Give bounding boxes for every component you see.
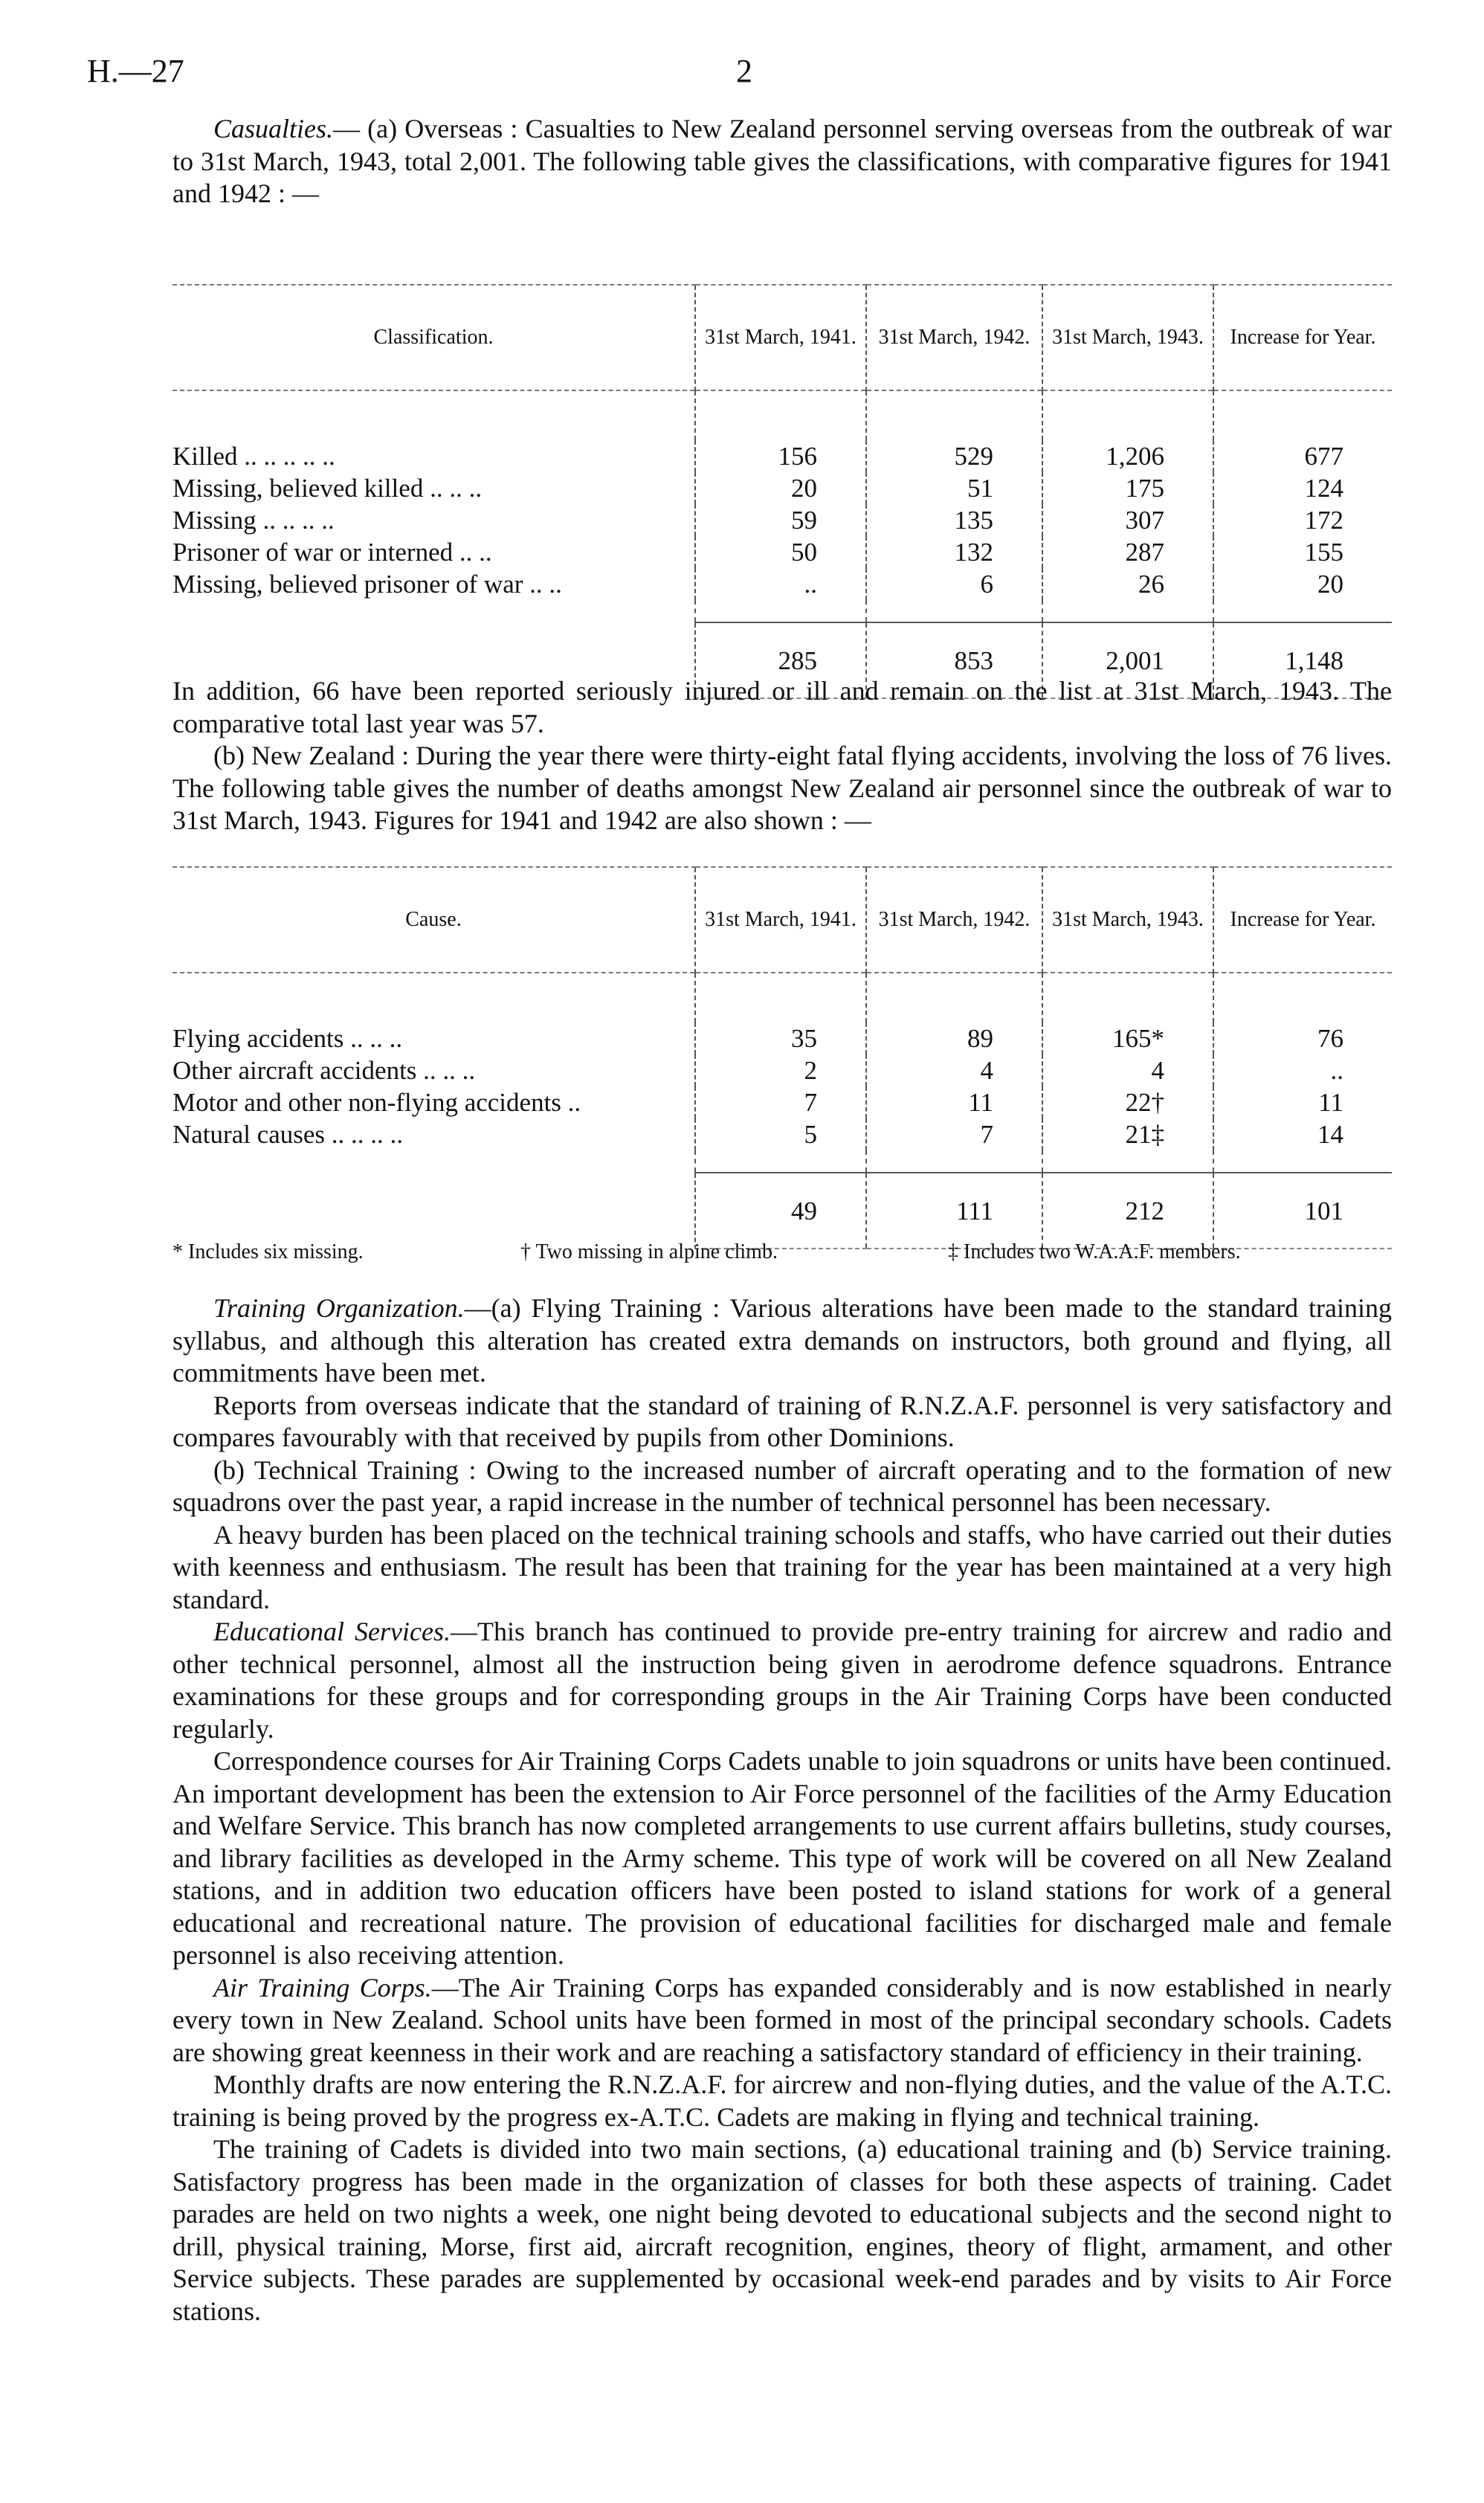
paragraph-text: A heavy burden has been placed on the technical training schools and staffs, who have carried out their duties with keenness and enthusiasm. The result has been that training for the year has been maintained at a very high standard. bbox=[172, 1519, 1392, 1614]
paragraph-text: (b) New Zealand : During the year there were thirty-eight fatal flying accidents, involving the loss of 76 lives. The following table gives the number of deaths amongst New Zealand air personnel since the outbreak of war to 31st March, 1943. Figures for 1941 and 1942 are also shown : — bbox=[172, 741, 1392, 835]
totals-row bbox=[172, 1173, 1392, 1249]
additional-notes bbox=[172, 675, 1392, 837]
table-row bbox=[172, 472, 1392, 504]
total-cell: 101 bbox=[1213, 1173, 1392, 1249]
cell: 50 bbox=[695, 536, 866, 568]
cell: 20 bbox=[695, 472, 866, 504]
cell: 7 bbox=[866, 1118, 1042, 1150]
cell: 135 bbox=[866, 504, 1042, 536]
table-row bbox=[172, 1118, 1392, 1150]
cell: 11 bbox=[866, 1086, 1042, 1118]
total-cell: 212 bbox=[1042, 1173, 1213, 1249]
cell: 124 bbox=[1213, 472, 1392, 504]
body-text bbox=[172, 1292, 1392, 2328]
cell: 1,206 bbox=[1042, 440, 1213, 472]
total-cell: 111 bbox=[866, 1173, 1042, 1249]
column-header: 31st March, 1941. bbox=[695, 285, 866, 390]
column-header: 31st March, 1942. bbox=[866, 867, 1042, 973]
cell: 307 bbox=[1042, 504, 1213, 536]
cell: 20 bbox=[1213, 568, 1392, 600]
cell: 7 bbox=[695, 1086, 866, 1118]
row-label: Missing .. .. .. .. bbox=[172, 506, 335, 535]
total-cell: 49 bbox=[695, 1173, 866, 1249]
total-cell: 285 bbox=[695, 622, 866, 698]
paragraph-text: Correspondence courses for Air Training Corps Cadets unable to join squadrons or units have been continued. An important development has been the extension to Air Force personnel of the facilities of the Army Education and Welfare Service. This branch has now completed arrangements to use current affairs bulletins, study courses, and library facilities as developed in the Army scheme. This type of work will be covered on all New Zealand stations, and in addition two education officers have been posted to island stations for work of a general educational and recreational nature. The provision of educational facilities for discharged male and female personnel is also receiving attention. bbox=[172, 1746, 1392, 1970]
cell: 156 bbox=[695, 440, 866, 472]
column-header: Classification. bbox=[172, 285, 695, 390]
cell: 677 bbox=[1213, 440, 1392, 472]
cell: 14 bbox=[1213, 1118, 1392, 1150]
table-row bbox=[172, 1022, 1392, 1054]
table-row bbox=[172, 1086, 1392, 1118]
column-header: 31st March, 1942. bbox=[866, 285, 1042, 390]
total-cell: 853 bbox=[866, 622, 1042, 698]
row-label: Prisoner of war or interned .. .. bbox=[172, 538, 492, 567]
cell: 26 bbox=[1042, 568, 1213, 600]
cell: .. bbox=[695, 568, 866, 600]
cell: 2 bbox=[695, 1054, 866, 1086]
paragraph-text: The training of Cadets is divided into two main sections, (a) educational training and (b) Service training. Satisfactory progress has been made in the organization of classes for both these aspects of training. Cadet parades are held on two nights a week, one night being devoted to educational subjects and the second night to drill, physical training, Morse, first aid, aircraft recognition, engines, theory of flight, armament, and other Service subjects. These parades are supplemented by occasional week-end parades and by visits to Air Force stations. bbox=[172, 2134, 1392, 2326]
table-row bbox=[172, 568, 1392, 600]
cell: 59 bbox=[695, 504, 866, 536]
cell: 89 bbox=[866, 1022, 1042, 1054]
table-row bbox=[172, 440, 1392, 472]
row-label: Missing, believed prisoner of war .. .. bbox=[172, 570, 562, 599]
cell: 155 bbox=[1213, 536, 1392, 568]
row-label: Natural causes .. .. .. .. bbox=[172, 1120, 404, 1149]
page-number: 2 bbox=[736, 53, 752, 89]
paragraph-text: Reports from overseas indicate that the standard of training of R.N.Z.A.F. personnel is very satisfactory and compares favourably with that received by pupils from other Dominions. bbox=[172, 1390, 1392, 1452]
paragraph-text: — (a) Overseas : Casualties to New Zealand personnel serving overseas from the outbreak of war to 31st March, 1943, total 2,001. The following table gives the classifications, with comparative figures for 1941 and 1942 : — bbox=[172, 114, 1392, 208]
cell: .. bbox=[1213, 1054, 1392, 1086]
column-header: 31st March, 1943. bbox=[1042, 867, 1213, 973]
paragraph-text: Monthly drafts are now entering the R.N.Z.A.F. for aircrew and non-flying duties, and the value of the A.T.C. training is being proved by the progress ex-A.T.C. Cadets are making in flying and technical training. bbox=[172, 2069, 1392, 2132]
table-row bbox=[172, 536, 1392, 568]
cell: 51 bbox=[866, 472, 1042, 504]
column-header: Cause. bbox=[172, 867, 695, 973]
column-header: Increase for Year. bbox=[1213, 867, 1392, 973]
footnote: ‡ Includes two W.A.A.F. members. bbox=[948, 1240, 1241, 1263]
document-reference: H.—27 bbox=[87, 53, 184, 89]
section-heading: Casualties. bbox=[213, 114, 334, 144]
section-heading: Training Organization. bbox=[213, 1293, 465, 1323]
section-heading: Educational Services. bbox=[213, 1617, 451, 1646]
paragraph-text: —(a) Flying Training : Various alterations have been made to the standard training syllabus, and although this alteration has created extra demands on instructors, both ground and flying, all commitments have been met. bbox=[172, 1293, 1392, 1388]
column-header: 31st March, 1941. bbox=[695, 867, 866, 973]
row-label: Other aircraft accidents .. .. .. bbox=[172, 1056, 476, 1085]
cell: 76 bbox=[1213, 1022, 1392, 1054]
row-label: Killed .. .. .. .. .. bbox=[172, 442, 335, 471]
column-header: 31st March, 1943. bbox=[1042, 285, 1213, 390]
paragraph-text: —The Air Training Corps has expanded considerably and is now established in nearly every town in New Zealand. School units have been formed in most of the principal secondary schools. Cadets are showing great keenness in their work and are reaching a satisfactory standard of efficiency in their training. bbox=[172, 1972, 1392, 2067]
row-label: Missing, believed killed .. .. .. bbox=[172, 474, 483, 503]
cell: 6 bbox=[866, 568, 1042, 600]
cell: 132 bbox=[866, 536, 1042, 568]
cell: 4 bbox=[1042, 1054, 1213, 1086]
cell: 172 bbox=[1213, 504, 1392, 536]
footnote: † Two missing in alpine climb. bbox=[520, 1240, 778, 1263]
paragraph-text: (b) Technical Training : Owing to the increased number of aircraft operating and to the formation of new squadrons over the past year, a rapid increase in the number of technical personnel has been necessary. bbox=[172, 1455, 1392, 1517]
table-row bbox=[172, 504, 1392, 536]
column-header: Increase for Year. bbox=[1213, 285, 1392, 390]
row-label: Motor and other non-flying accidents .. bbox=[172, 1088, 581, 1117]
cell: 5 bbox=[695, 1118, 866, 1150]
cell: 35 bbox=[695, 1022, 866, 1054]
deaths-table bbox=[172, 866, 1392, 1249]
section-heading: Air Training Corps. bbox=[213, 1972, 432, 2003]
paragraph-text: —This branch has continued to provide pre-entry training for aircrew and radio and other technical personnel, almost all the instruction being given in aerodrome defence squadrons. Entrance examinations for these groups and for corresponding groups in the Air Training Corps have been conducted regularly. bbox=[172, 1617, 1392, 1744]
table-row bbox=[172, 1054, 1392, 1086]
casualties-intro bbox=[172, 113, 1392, 210]
row-label: Flying accidents .. .. .. bbox=[172, 1024, 403, 1053]
total-cell: 1,148 bbox=[1213, 622, 1392, 698]
cell: 22† bbox=[1042, 1086, 1213, 1118]
paragraph-text: In addition, 66 have been reported seriously injured or ill and remain on the list at 31st March, 1943. The comparative total last year was 57. bbox=[172, 676, 1392, 738]
cell: 529 bbox=[866, 440, 1042, 472]
cell: 21‡ bbox=[1042, 1118, 1213, 1150]
total-cell: 2,001 bbox=[1042, 622, 1213, 698]
cell: 287 bbox=[1042, 536, 1213, 568]
footnote: * Includes six missing. bbox=[172, 1240, 364, 1263]
casualties-table bbox=[172, 284, 1392, 699]
cell: 4 bbox=[866, 1054, 1042, 1086]
cell: 11 bbox=[1213, 1086, 1392, 1118]
cell: 165* bbox=[1042, 1022, 1213, 1054]
cell: 175 bbox=[1042, 472, 1213, 504]
